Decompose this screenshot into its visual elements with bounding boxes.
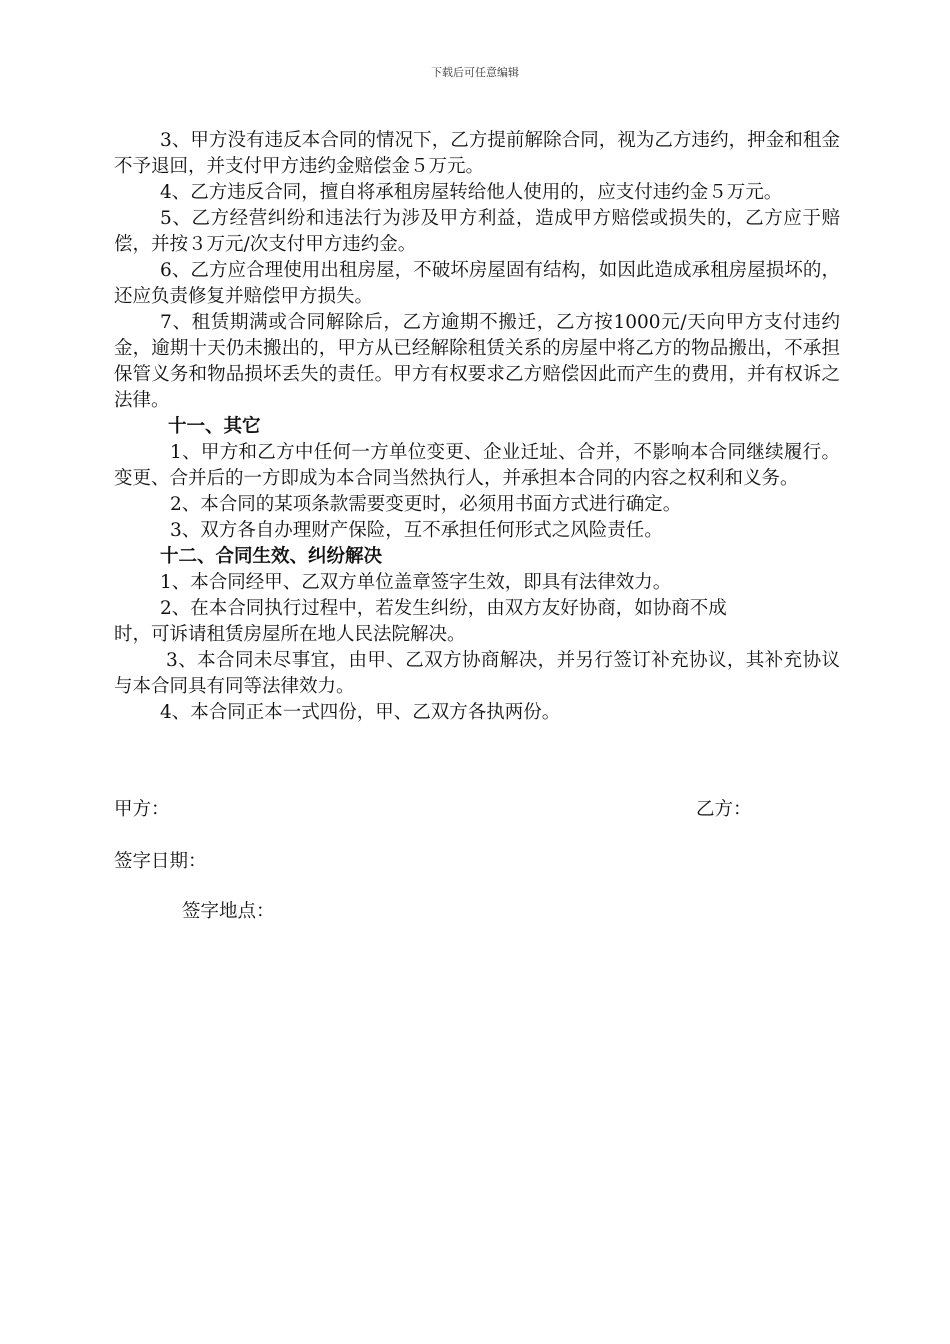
party-b-signature-label: 乙方： (696, 799, 752, 820)
clause-12-3: 3、本合同未尽事宜，由甲、乙双方协商解决，并另行签订补充协议，其补充协议与本合同具有同等法律效力。 (114, 650, 840, 697)
section-11-title: 十一、其它 (168, 416, 261, 437)
clause-10-4: 4、乙方违反合同，擅自将承租房屋转给他人使用的，应支付违约金５万元。 (160, 182, 783, 203)
clause-10-3: 3、甲方没有违反本合同的情况下，乙方提前解除合同，视为乙方违约，押金和租金不予退回，并支付甲方违约金赔偿金５万元。 (114, 130, 840, 177)
clause-10-6: 6、乙方应合理使用出租房屋，不破坏房屋固有结构，如因此造成承租房屋损坏的，还应负责修复并赔偿甲方损失。 (114, 260, 840, 307)
clause-12-1: 1、本合同经甲、乙双方单位盖章签字生效，即具有法律效力。 (160, 572, 672, 593)
signing-date-label: 签字日期： (114, 851, 207, 872)
party-a-signature-label: 甲方： (114, 799, 170, 820)
clause-12-4: 4、本合同正本一式四份，甲、乙双方各执两份。 (160, 702, 561, 723)
clause-11-3: 3、双方各自办理财产保险，互不承担任何形式之风险责任。 (170, 520, 663, 541)
clause-11-2: 2、本合同的某项条款需要变更时，必须用书面方式进行确定。 (170, 494, 682, 515)
clause-12-2-line2: 时，可诉请租赁房屋所在地人民法院解决。 (114, 624, 466, 645)
page-header: 下载后可任意编辑 (431, 66, 519, 79)
clause-12-2-line1: 2、在本合同执行过程中，若发生纠纷，由双方友好协商，如协商不成 (160, 598, 727, 619)
contract-body (114, 128, 840, 726)
signing-place-label: 签字地点： (182, 901, 275, 922)
clause-10-5: 5、乙方经营纠纷和违法行为涉及甲方利益，造成甲方赔偿或损失的，乙方应于赔偿，并按３万元/次支付甲方违约金。 (114, 208, 840, 255)
clause-10-7: 7、租赁期满或合同解除后，乙方逾期不搬迁，乙方按1000元/天向甲方支付违约金，逾期十天仍未搬出的，甲方从已经解除租赁关系的房屋中将乙方的物品搬出，不承担保管义务和物品损坏丢失的责任。甲方有权要求乙方赔偿因此而产生的费用，并有权诉之法律。 (114, 312, 840, 411)
clause-11-1: 1、甲方和乙方中任何一方单位变更、企业迁址、合并，不影响本合同继续履行。变更、合并后的一方即成为本合同当然执行人，并承担本合同的内容之权利和义务。 (114, 442, 840, 489)
section-12-title: 十二、合同生效、纠纷解决 (160, 546, 383, 567)
